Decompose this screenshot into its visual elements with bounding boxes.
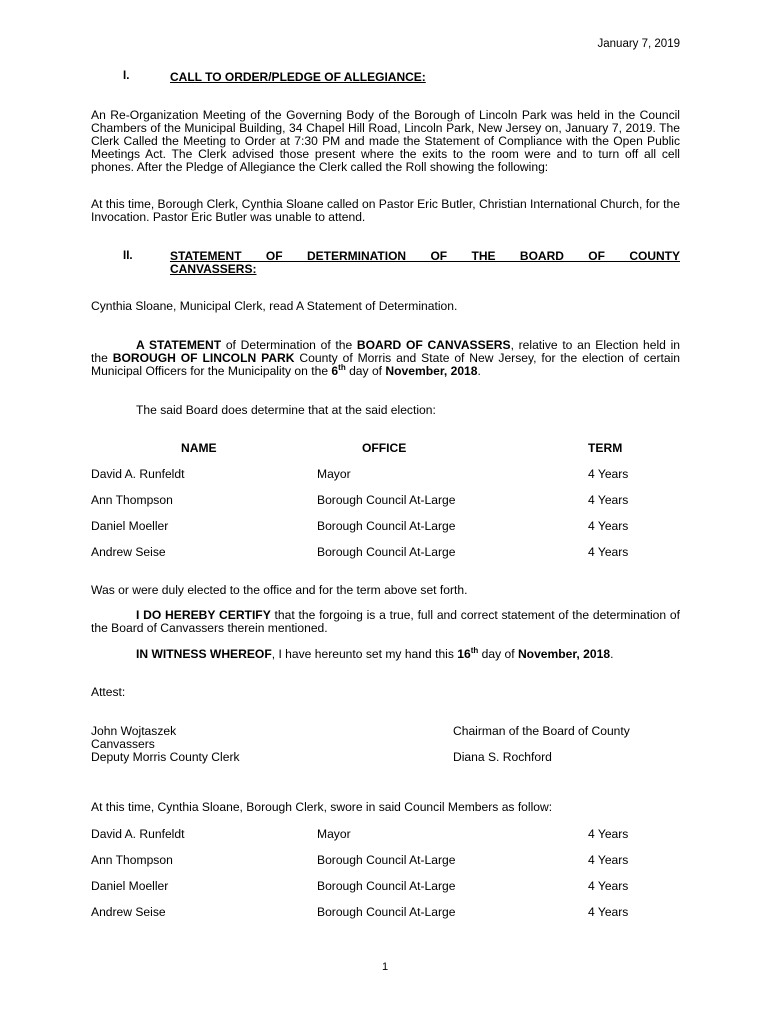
header-office: OFFICE — [362, 441, 407, 455]
section-1-paragraph-1: An Re-Organization Meeting of the Governing Body of the Borough of Lincoln Park was held in the Council Chambers of the Municipal Building, 34 Chapel Hill Road, Lincoln Park, New Jersey on, January 7, 2019. The Clerk Called the Meeting to Order at 7:30 PM and made the Statement of Compliance with the Open Public Meetings Act. The Clerk advised those present where the exits to the room were and to turn off all cell phones. After the Pledge of Allegiance the Clerk called the Roll showing the following: — [91, 108, 680, 175]
witness-bold-1: IN WITNESS WHEREOF — [136, 647, 272, 661]
header-term: TERM — [588, 441, 623, 455]
result-office: Mayor — [317, 467, 351, 481]
table-row — [91, 905, 680, 919]
table-row — [91, 493, 680, 507]
table-row — [91, 827, 680, 841]
table-row — [91, 467, 680, 481]
statement-paragraph — [91, 339, 680, 378]
signature-left-line: Deputy Morris County Clerk — [91, 750, 240, 765]
result-name: Daniel Moeller — [91, 519, 169, 533]
table-row — [91, 519, 680, 533]
member-name: Daniel Moeller — [91, 879, 169, 893]
statement-bold-5: November, 2018 — [385, 364, 478, 379]
result-term: 4 Years — [588, 545, 629, 559]
signature-left-line: John Wojtaszek — [91, 724, 177, 738]
witness-bold-3: November, 2018 — [517, 647, 611, 661]
result-name: Ann Thompson — [91, 493, 173, 507]
statement-text-3: County of Morris and State of New Jersey, for the election of certain Municipal Officers for the Municipality on the — [91, 351, 680, 379]
signature-right-line: Chairman of the Board of County — [453, 724, 630, 738]
statement-superscript: th — [338, 363, 346, 373]
statement-text-1: of Determination of the — [221, 338, 357, 352]
member-office: Borough Council At-Large — [317, 853, 456, 867]
member-office: Mayor — [317, 827, 351, 841]
table-row — [91, 879, 680, 893]
statement-text-4: day of — [345, 364, 386, 379]
section-2-title-line-1: STATEMENT OF DETERMINATION OF THE BOARD OF COUNTY — [170, 249, 680, 263]
member-term: 4 Years — [588, 905, 629, 919]
header-name: NAME — [181, 441, 217, 455]
statement-bold-2: BOARD OF CANVASSERS — [356, 338, 511, 352]
section-1-paragraph-2: At this time, Borough Clerk, Cynthia Sloane called on Pastor Eric Butler, Christian International Church, for the Invocation. Pastor Eric Butler was unable to attend. — [91, 197, 680, 225]
result-office: Borough Council At-Large — [317, 519, 456, 533]
section-2-numeral: II. — [123, 250, 133, 262]
result-term: 4 Years — [588, 493, 629, 507]
signature-block-right — [453, 725, 630, 764]
result-term: 4 Years — [588, 467, 629, 481]
result-name: Andrew Seise — [91, 545, 166, 559]
statement-bold-3: BOROUGH OF LINCOLN PARK — [112, 351, 295, 366]
statement-bold-4: 6 — [331, 364, 339, 379]
elected-line: Was or were duly elected to the office and for the term above set forth. — [91, 583, 468, 597]
certify-bold: I DO HEREBY CERTIFY — [136, 608, 271, 622]
witness-text-3: . — [610, 647, 614, 661]
result-term: 4 Years — [588, 519, 629, 533]
clerk-intro: Cynthia Sloane, Municipal Clerk, read A Statement of Determination. — [91, 299, 458, 313]
statement-text-5: . — [477, 364, 481, 379]
member-office: Borough Council At-Large — [317, 905, 456, 919]
signature-block-left — [91, 725, 240, 764]
member-name: David A. Runfeldt — [91, 827, 185, 841]
results-table-header — [91, 441, 680, 455]
section-1-title: CALL TO ORDER/PLEDGE OF ALLEGIANCE: — [170, 70, 426, 84]
signature-left-line: Canvassers — [91, 737, 155, 752]
result-office: Borough Council At-Large — [317, 493, 456, 507]
result-office: Borough Council At-Large — [317, 545, 456, 559]
determine-line: The said Board does determine that at the said election: — [136, 403, 436, 417]
attest-label: Attest: — [91, 685, 126, 699]
witness-paragraph — [91, 645, 680, 661]
document-date: January 7, 2019 — [597, 38, 680, 50]
witness-text-2: day of — [478, 647, 518, 661]
page-number: 1 — [381, 961, 389, 973]
result-name: David A. Runfeldt — [91, 467, 185, 481]
statement-text-2: , relative to an Election held in the — [91, 338, 680, 366]
table-row — [91, 853, 680, 867]
signature-right-line: Diana S. Rochford — [453, 750, 552, 765]
member-name: Ann Thompson — [91, 853, 173, 867]
certify-text: that the forgoing is a true, full and correct statement of the determination of the Board of Canvassers therein mentioned. — [91, 608, 680, 636]
certify-paragraph — [91, 609, 680, 635]
member-term: 4 Years — [588, 853, 629, 867]
table-row — [91, 545, 680, 559]
witness-text-1: , I have hereunto set my hand this — [271, 647, 458, 661]
section-2-title-line-2: CANVASSERS: — [170, 262, 257, 276]
witness-superscript: th — [470, 645, 479, 655]
statement-bold-1: A STATEMENT — [136, 338, 222, 352]
section-1-numeral: I. — [123, 70, 130, 82]
witness-bold-2: 16 — [457, 647, 471, 661]
member-term: 4 Years — [588, 827, 629, 841]
member-name: Andrew Seise — [91, 905, 166, 919]
member-term: 4 Years — [588, 879, 629, 893]
swearing-intro: At this time, Cynthia Sloane, Borough Clerk, swore in said Council Members as follow: — [91, 800, 553, 814]
member-office: Borough Council At-Large — [317, 879, 456, 893]
